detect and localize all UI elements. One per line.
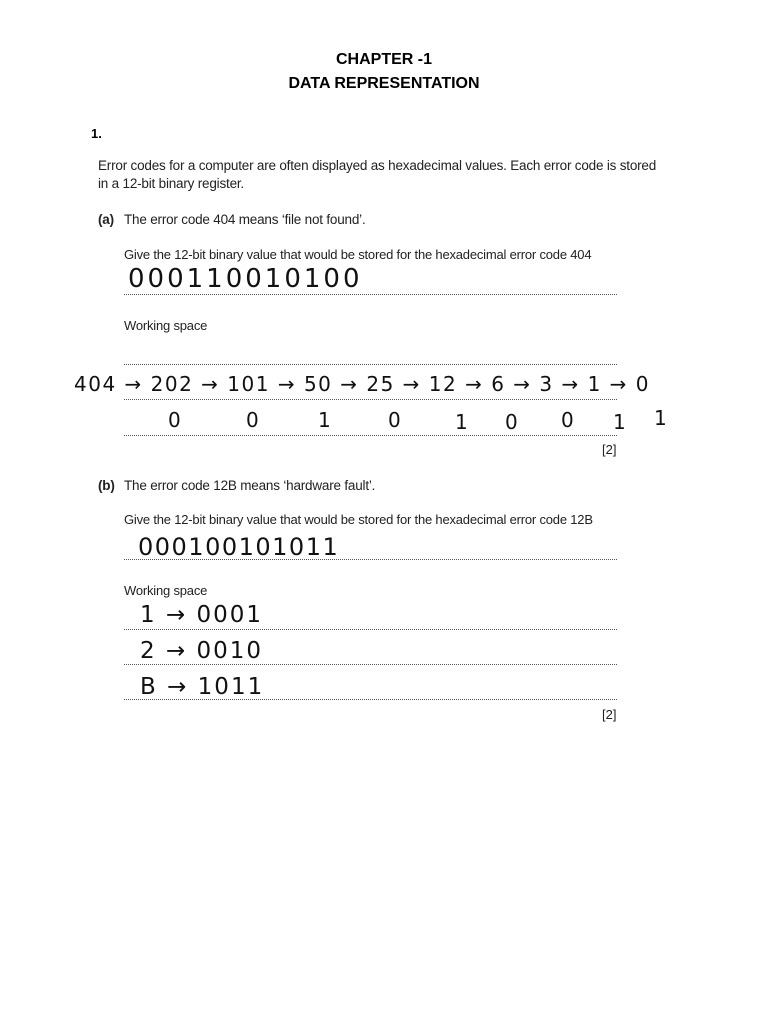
working-line	[124, 435, 617, 436]
answer-line	[124, 294, 617, 295]
part-b-working-line: 2 → 0010	[140, 638, 264, 664]
working-line	[124, 629, 617, 630]
part-b-instruction: Give the 12-bit binary value that would be stored for the hexadecimal error code 12B	[124, 512, 593, 527]
part-a-marks: [2]	[602, 442, 617, 457]
part-a-remainder: 0	[561, 408, 575, 432]
question-intro-line-2: in a 12-bit binary register.	[98, 176, 244, 191]
part-a-remainder: 0	[388, 408, 402, 432]
answer-line	[124, 559, 617, 560]
question-intro-line-1: Error codes for a computer are often displayed as hexadecimal values. Each error code is stored	[98, 158, 657, 173]
part-b-answer: 000100101011	[138, 533, 340, 561]
part-a-working-label: Working space	[124, 318, 208, 333]
part-a-label: (a)	[98, 212, 114, 227]
question-number: 1.	[91, 126, 102, 141]
part-a-working-division: 404 → 202 → 101 → 50 → 25 → 12 → 6 → 3 → 1 → 0	[74, 372, 651, 396]
part-b-marks: [2]	[602, 707, 617, 722]
part-a-answer: 000110010100	[128, 264, 363, 294]
part-a-remainder: 0	[246, 408, 260, 432]
part-a-remainder: 1	[654, 406, 668, 430]
part-b-label: (b)	[98, 478, 115, 493]
part-b-working-line: 1 → 0001	[140, 602, 264, 628]
part-a-remainder: 0	[168, 408, 182, 432]
part-a-text: The error code 404 means ‘file not found’.	[124, 212, 366, 227]
chapter-heading: CHAPTER -1	[335, 51, 432, 68]
page-title: DATA REPRESENTATION	[288, 75, 480, 92]
working-line	[124, 364, 617, 365]
part-a-remainder: 1	[318, 408, 332, 432]
part-a-remainder: 1	[455, 410, 469, 434]
part-a-remainder: 1	[613, 410, 627, 434]
part-a-instruction: Give the 12-bit binary value that would be stored for the hexadecimal error code 404	[124, 247, 592, 262]
working-line	[124, 399, 617, 400]
part-a-remainder: 0	[505, 410, 519, 434]
working-line	[124, 699, 617, 700]
working-line	[124, 664, 617, 665]
part-b-text: The error code 12B means ‘hardware fault’.	[124, 478, 376, 493]
part-b-working-label: Working space	[124, 583, 208, 598]
part-b-working-line: B → 1011	[140, 674, 265, 700]
